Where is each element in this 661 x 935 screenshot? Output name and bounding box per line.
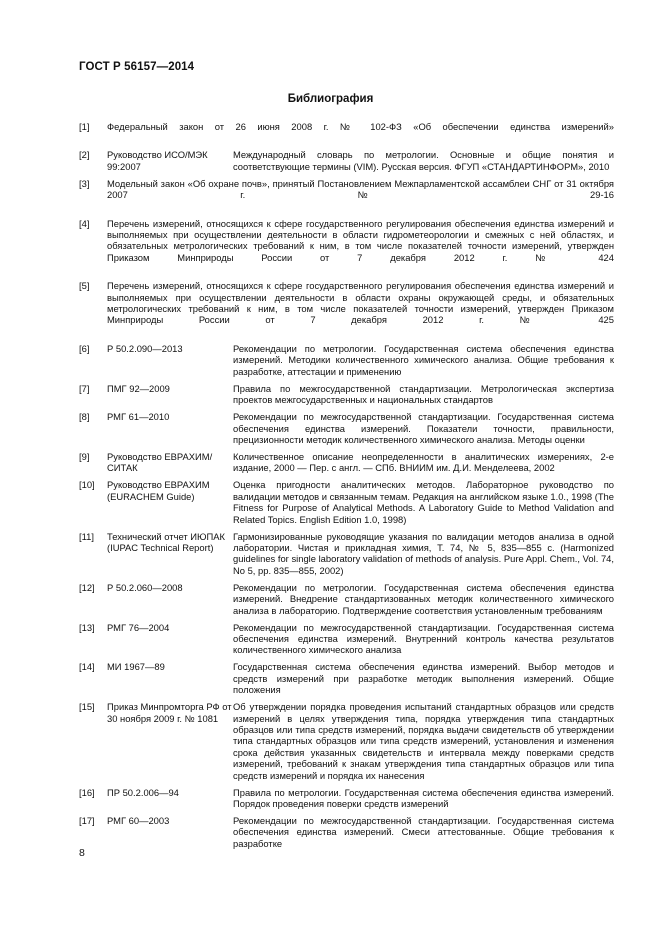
- reference-item: [79, 531, 614, 577]
- reference-item: [79, 787, 614, 810]
- reference-source-id: Руководство ЕВРАХИМ/СИТАК: [107, 450, 213, 474]
- document-code: ГОСТ Р 56157—2014: [79, 61, 195, 73]
- reference-number: [17]: [79, 815, 95, 827]
- reference-text: Модельный закон «Об охране почв», принятый Постановлением Межпарламентской ассамблеи СНГ от 31 октября 2007 г. № 29-16: [107, 177, 614, 201]
- reference-item: [79, 411, 614, 445]
- reference-number: [7]: [79, 382, 90, 394]
- reference-source-id: РМГ 61—2010: [107, 411, 170, 423]
- reference-item: [79, 479, 614, 525]
- reference-text: Государственная система обеспечения единства измерений. Выбор методов и средств измерений при разработке методик выполнения измерений. Общие положения: [233, 661, 614, 696]
- reference-source-id: Р 50.2.060—2008: [107, 581, 183, 593]
- reference-item: [79, 121, 614, 144]
- reference-source-id: РМГ 76—2004: [107, 621, 170, 633]
- reference-number: [11]: [79, 530, 94, 542]
- reference-item: [79, 815, 614, 849]
- reference-text: Количественное описание неопределенности в аналитических измерениях, 2-е издание, 2000 — Пер. с англ. — СПб. ВНИИМ им. Д.И. Менделеева, 2002: [233, 450, 614, 474]
- reference-item: [79, 280, 614, 337]
- reference-text: Правила по межгосударственной стандартизации. Метрологическая экспертиза проектов межгосударственных и национальных стандартов: [233, 382, 614, 406]
- reference-number: [14]: [79, 661, 95, 673]
- reference-item: [79, 343, 614, 377]
- reference-text: Рекомендации по метрологии. Государственная система обеспечения единства измерений. Внедрение стандартизованных методик количественного химического анализа в лабораторию. Подтверждение соответствия установленным требованиям: [233, 581, 614, 616]
- reference-source-id: ПР 50.2.006—94: [107, 786, 179, 798]
- reference-text: Международный словарь по метрологии. Основные и общие понятия и соответствующие термины (VIM). Русская версия. ФГУП «СТАНДАРТИНФОРМ», 2010: [233, 149, 614, 172]
- reference-item: [79, 383, 614, 406]
- reference-item: [79, 661, 614, 695]
- reference-item: [79, 218, 614, 275]
- reference-number: [12]: [79, 581, 95, 593]
- reference-number: [16]: [79, 786, 95, 798]
- reference-number: [9]: [79, 450, 90, 462]
- reference-number: [4]: [79, 217, 90, 229]
- reference-item: [79, 622, 614, 656]
- reference-text: Рекомендации по межгосударственной стандартизации. Государственная система обеспечения единства измерений. Смеси аттестованные. Общие требования к разработке: [233, 815, 614, 849]
- reference-number: [6]: [79, 342, 90, 354]
- reference-text: Рекомендации по межгосударственной стандартизации. Государственная система обеспечения единства измерений. Показатели точности, правильности, прецизионности методик количественного химического анализа. Методы оценки: [233, 411, 614, 445]
- reference-source-id: ПМГ 92—2009: [107, 382, 170, 394]
- reference-item: [79, 178, 614, 212]
- reference-item: [79, 701, 614, 781]
- reference-text: Федеральный закон от 26 июня 2008 г. № 102-ФЗ «Об обеспечении единства измерений»: [107, 121, 614, 132]
- reference-text: Об утверждении порядка проведения испытаний стандартных образцов или средств измерений в целях утверждения типа, порядка утверждения типа стандартных образцов или типа средств измерений, порядка выдачи свидетельств об утверждении типа стандартных образцов или типа средств измерений, установления и изменения срока действия указанных свидетельств и интервала между поверками средств измерений, требований к знакам утверждения типа стандартных образцов или типа средств измерений и порядка их нанесения: [233, 701, 614, 781]
- reference-text: Рекомендации по метрологии. Государственная система обеспечения единства измерений. Методики количественного химического анализа. Общие требования к разработке, аттестации и применению: [233, 342, 614, 377]
- reference-source-id: Технический отчет ИЮПАК (IUPAC Technical Report): [107, 530, 225, 553]
- reference-number: [3]: [79, 177, 90, 189]
- reference-number: [1]: [79, 121, 90, 132]
- reference-number: [15]: [79, 701, 95, 713]
- reference-source-id: Р 50.2.090—2013: [107, 342, 183, 354]
- reference-text: Перечень измерений, относящихся к сфере государственного регулирования обеспечения единства измерений и выполняемых при осуществлении деятельности в области охраны окружающей среды, и обязательных метрологических требований к ним, в том числе показателей точности измерений, утвержден Приказом Минприроды России от 7 декабря 2012 г. № 425: [107, 280, 614, 326]
- reference-number: [2]: [79, 149, 90, 161]
- reference-text: Рекомендации по межгосударственной стандартизации. Государственная система обеспечения единства измерений. Внутренний контроль качества результатов количественного химического анализа: [233, 621, 614, 656]
- reference-text: Правила по метрологии. Государственная система обеспечения единства измерений. Порядок проведения поверки средств измерений: [233, 786, 614, 810]
- reference-source-id: Приказ Минпромторга РФ от 30 ноября 2009 г. № 1081: [107, 701, 232, 724]
- reference-number: [10]: [79, 479, 95, 491]
- reference-source-id: РМГ 60—2003: [107, 815, 170, 827]
- reference-text: Гармонизированные руководящие указания по валидации методов анализа в одной лаборатории. Чистая и прикладная химия, Т. 74, № 5, 835—855 с. (Harmonized guidelines for single laboratory validation of methods of analysis. Pure Appl. Chem., Vol. 74, No 5, pp. 835—855, 2002): [233, 530, 614, 576]
- reference-text: Оценка пригодности аналитических методов. Лабораторное руководство по валидации методов и связанным темам. Редакция на английском языке 1.0., 1998 (The Fitness for Purpose of Analytical Methods. A Laboratory Guide to Method Validation and Related Topics. English Edition 1.0, 1998): [233, 479, 614, 525]
- reference-source-id: Руководство ЕВРАХИМ (EURACHEM Guide): [107, 479, 210, 502]
- page-number: 8: [79, 847, 85, 859]
- reference-text: Перечень измерений, относящихся к сфере государственного регулирования обеспечения единства измерений и выполняемых при осуществлении деятельности в области гидрометеорологии и смежных с ней областях, и обязательных метрологических требований к ним, в том числе показателей точности измерений, утвержден Приказом Минприроды России от 7 декабря 2012 г. № 424: [107, 217, 614, 263]
- reference-number: [5]: [79, 280, 90, 292]
- reference-list: [79, 121, 614, 855]
- reference-item: [79, 149, 614, 172]
- reference-item: [79, 451, 614, 474]
- reference-number: [8]: [79, 411, 90, 423]
- reference-item: [79, 582, 614, 616]
- reference-number: [13]: [79, 621, 95, 633]
- reference-source-id: Руководство ИСО/МЭК 99:2007: [107, 149, 208, 172]
- reference-source-id: МИ 1967—89: [107, 661, 165, 673]
- bibliography-title: Библиография: [287, 93, 374, 105]
